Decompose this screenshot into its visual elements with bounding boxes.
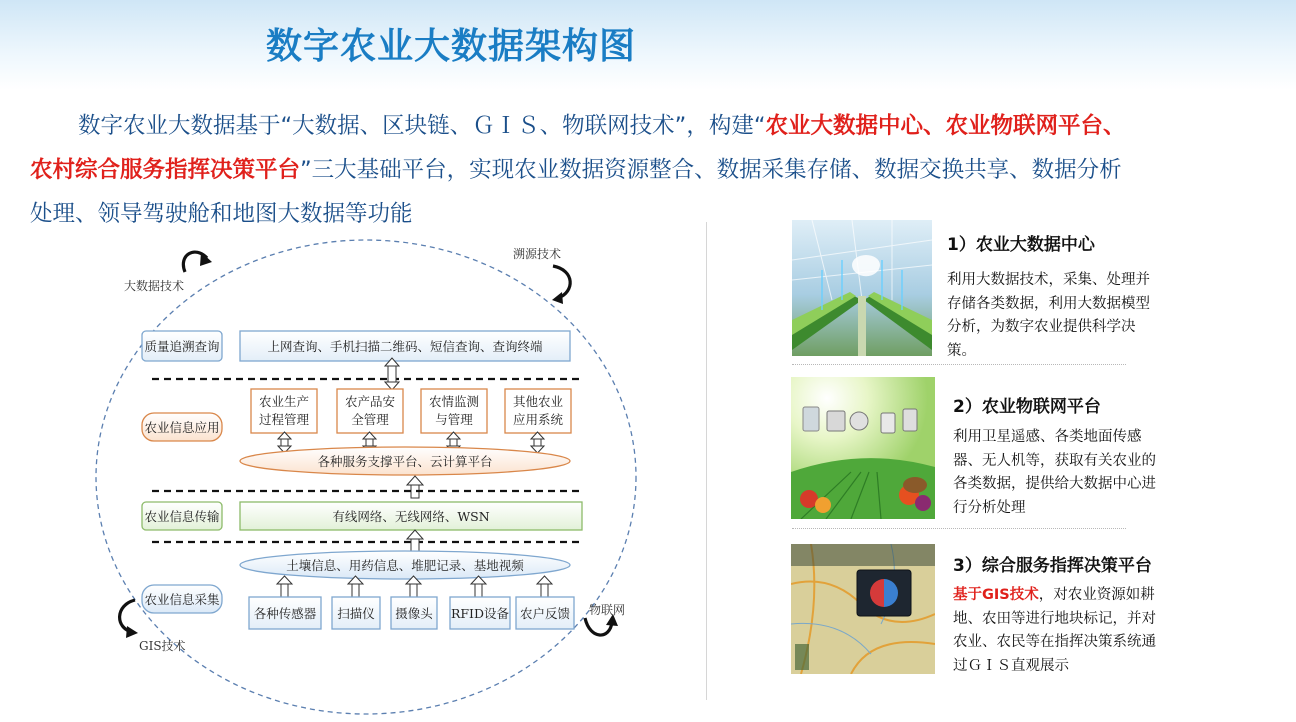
app-layer-label: 农业信息应用 bbox=[144, 420, 220, 435]
app-box-3 bbox=[421, 389, 487, 433]
label-iot: 物联网 bbox=[589, 603, 626, 617]
svg-text:全管理: 全管理 bbox=[351, 412, 389, 427]
device-label-2: 扫描仪 bbox=[337, 606, 375, 621]
vertical-divider bbox=[706, 222, 707, 700]
label-bigdata-tech: 大数据技术 bbox=[124, 279, 185, 293]
device-label-1: 各种传感器 bbox=[253, 606, 317, 621]
card3-image-gis-map bbox=[791, 544, 935, 674]
label-gis-tech: GIS技术 bbox=[139, 639, 186, 653]
svg-text:过程管理: 过程管理 bbox=[258, 412, 310, 427]
collection-info-text: 土壤信息、用药信息、堆肥记录、基地视频 bbox=[286, 558, 524, 573]
app-box-2 bbox=[337, 389, 403, 433]
corner-arrow-top-left bbox=[183, 252, 212, 272]
card2-desc: 利用卫星遥感、各类地面传感器、无人机等，获取有关农业的各类数据，提供给大数据中心进行分析处理 bbox=[953, 429, 1156, 516]
intro-text-2: ”三大基础平台，实现农业数据资源整合、数据采集存储、数据交换共享、数据分析处理、领导驾驶舱和地图大数据等功能 bbox=[30, 157, 1122, 227]
up-arrows-devices bbox=[277, 576, 552, 597]
svg-text:应用系统: 应用系统 bbox=[512, 412, 564, 427]
trans-layer-content: 有线网络、无线网络、WSN bbox=[332, 509, 490, 524]
card1-image-greenhouse bbox=[792, 220, 932, 356]
svg-text:其他农业: 其他农业 bbox=[512, 394, 564, 409]
card3-desc bbox=[953, 584, 1167, 678]
device-label-5: 农户反馈 bbox=[519, 606, 571, 621]
app-box-1 bbox=[251, 389, 317, 433]
device-label-3: 摄像头 bbox=[395, 606, 433, 621]
label-trace-tech: 溯源技术 bbox=[513, 247, 562, 261]
device-label-4: RFID设备 bbox=[450, 606, 510, 621]
card1-title: 1）农业大数据中心 bbox=[947, 235, 1095, 255]
corner-arrow-bottom-right bbox=[585, 614, 618, 635]
card1-desc: 利用大数据技术，采集、处理并存储各类数据，利用大数据模型分析，为数字农业提供科学决策。 bbox=[947, 272, 1150, 359]
quality-layer-content: 上网查询、手机扫描二维码、短信查询、查询终端 bbox=[267, 339, 543, 354]
app-box-4 bbox=[505, 389, 571, 433]
card2-separator bbox=[792, 528, 1126, 529]
svg-text:农业生产: 农业生产 bbox=[258, 394, 310, 409]
card2-title: 2）农业物联网平台 bbox=[953, 397, 1101, 417]
double-arrow-quality-app bbox=[385, 358, 399, 390]
collect-layer-label: 农业信息采集 bbox=[144, 592, 220, 607]
corner-arrow-top-right bbox=[552, 266, 570, 304]
svg-text:与管理: 与管理 bbox=[435, 412, 473, 427]
card3-title: 3）综合服务指挥决策平台 bbox=[953, 556, 1152, 576]
trans-layer-label: 农业信息传输 bbox=[144, 509, 220, 524]
quality-layer-label: 质量追溯查询 bbox=[144, 339, 220, 354]
svg-text:农产品安: 农产品安 bbox=[344, 394, 396, 409]
service-platform-text: 各种服务支撑平台、云计算平台 bbox=[317, 454, 493, 469]
intro-text-1: 数字农业大数据基于“大数据、区块链、ＧＩＳ、物联网技术”，构建“ bbox=[78, 113, 766, 139]
intro-highlight: 农业大数据中心、农业物联网平台、农村综合服务指挥决策平台 bbox=[30, 113, 1126, 183]
card3-desc-text: ，对农业资源如耕地、农田等进行地块标记，并对农业、农民等在指挥决策系统通过ＧＩＳ直观展示 bbox=[953, 587, 1156, 674]
corner-arrow-bottom-left bbox=[120, 600, 138, 638]
card1-separator bbox=[792, 364, 1126, 365]
svg-text:农情监测: 农情监测 bbox=[428, 394, 480, 409]
card3-desc-highlight: 基于GIS技术 bbox=[953, 587, 1039, 603]
up-arrow-to-platform bbox=[407, 476, 423, 498]
card2-image-iot-field bbox=[791, 377, 935, 519]
page-title: 数字农业大数据架构图 bbox=[266, 26, 637, 67]
